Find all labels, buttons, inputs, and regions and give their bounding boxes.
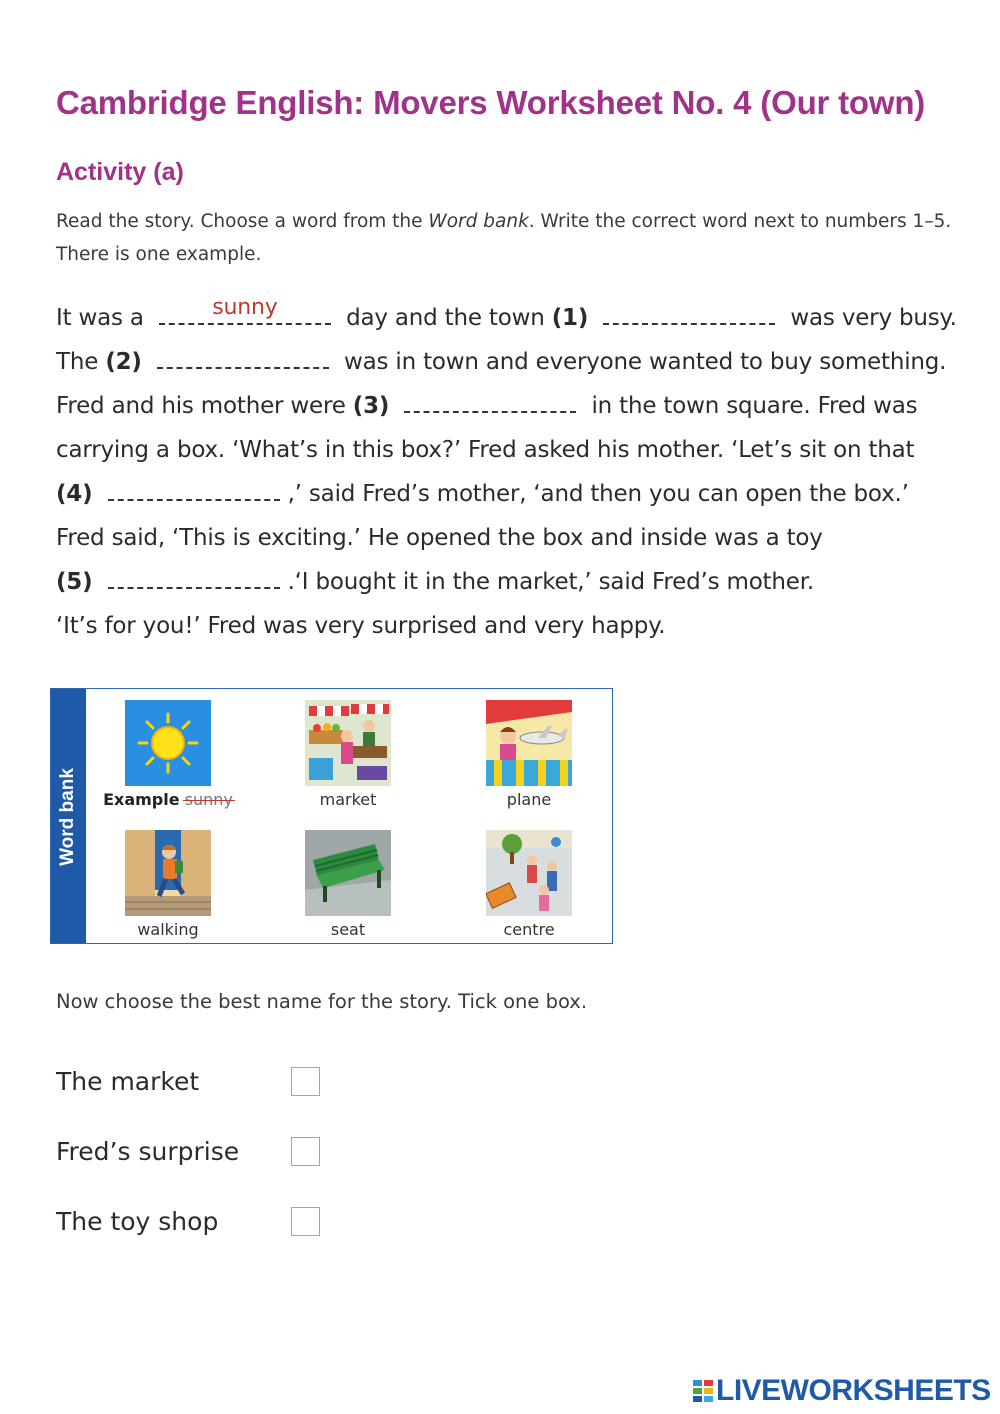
- answer-gap-1[interactable]: [603, 303, 775, 325]
- story-line-7: [56, 560, 956, 604]
- option-label-1: The market: [56, 1067, 200, 1096]
- story-text-segment: ‘It’s for you!’ Fred was very surprised and very happy.: [56, 613, 666, 639]
- story-text-segment: Fred and his mother were: [56, 393, 346, 419]
- answer-gap-3[interactable]: [404, 391, 576, 413]
- tick-box-2[interactable]: [291, 1137, 320, 1166]
- answer-gap-5[interactable]: [108, 567, 280, 589]
- story-text-segment: was in town and everyone wanted to buy something.: [344, 349, 947, 375]
- story-text-segment: was very busy.: [790, 305, 957, 331]
- word-bank-word: market: [319, 790, 377, 809]
- instructions-part2: . Write the correct word next to numbers 1–5.: [528, 211, 952, 232]
- word-bank-item-plane: [454, 700, 604, 809]
- word-bank-item-centre: [454, 830, 604, 939]
- activity-heading: Activity (a): [56, 158, 184, 186]
- example-gap: [159, 295, 331, 325]
- story-text-segment: It was a: [56, 305, 144, 331]
- word-bank-item-market: [273, 700, 423, 809]
- tick-box-1[interactable]: [291, 1067, 320, 1096]
- sun-picture: [125, 700, 211, 786]
- story-text-segment: day and the town: [346, 305, 545, 331]
- plane-picture: [486, 700, 572, 786]
- town-centre-picture: [486, 830, 572, 916]
- story-line-3: [56, 384, 956, 428]
- story-text-segment: ,’ said Fred’s mother, ‘and then you can open the box.’: [287, 481, 909, 507]
- answer-gap-4[interactable]: [108, 479, 280, 501]
- liveworksheets-logo-icon: [692, 1379, 714, 1403]
- word-bank-word: centre: [503, 920, 555, 939]
- example-label: Example: [103, 790, 180, 809]
- example-answer: sunny: [212, 295, 278, 320]
- word-bank-band: [51, 689, 86, 943]
- word-bank-word: plane: [506, 790, 552, 809]
- gap-number-3: (3): [352, 393, 390, 419]
- word-bank-label: Word bank: [57, 768, 78, 866]
- story-line-5: [56, 472, 956, 516]
- answer-gap-2[interactable]: [157, 347, 329, 369]
- word-bank-item-seat: [273, 830, 423, 939]
- word-bank-word: walking: [137, 920, 199, 939]
- liveworksheets-logo: [692, 1374, 991, 1408]
- tick-box-3[interactable]: [291, 1207, 320, 1236]
- instructions-part1: Read the story. Choose a word from the: [56, 211, 429, 232]
- option-label-3: The toy shop: [56, 1207, 219, 1236]
- story-line-2: [56, 340, 956, 384]
- walking-picture: [125, 830, 211, 916]
- word-bank: [50, 688, 613, 944]
- gap-number-1: (1): [551, 305, 589, 331]
- story-text: [56, 296, 956, 648]
- example-word: sunny: [184, 790, 233, 809]
- story-line-6: [56, 516, 956, 560]
- story-line-8: [56, 604, 956, 648]
- option-label-2: Fred’s surprise: [56, 1137, 240, 1166]
- instructions-word-bank-ref: Word bank: [428, 211, 529, 232]
- market-picture: [305, 700, 391, 786]
- word-bank-example: [93, 700, 243, 809]
- instructions-line2: There is one example.: [56, 244, 262, 265]
- gap-number-2: (2): [105, 349, 142, 375]
- instructions: [56, 205, 956, 271]
- page-title: Cambridge English: Movers Worksheet No. 4 (Our town): [56, 84, 926, 121]
- story-text-segment: Fred said, ‘This is exciting.’ He opened the box and inside was a toy: [56, 525, 823, 551]
- question-prompt: Now choose the best name for the story. Tick one box.: [56, 990, 588, 1013]
- story-text-segment: in the town square. Fred was: [591, 393, 918, 419]
- story-line-1: [56, 296, 956, 340]
- story-text-segment: carrying a box. ‘What’s in this box?’ Fred asked his mother. ‘Let’s sit on that: [56, 437, 915, 463]
- gap-number-5: (5): [56, 569, 93, 595]
- logo-text: LIVEWORKSHEETS: [716, 1374, 991, 1407]
- gap-number-4: (4): [56, 481, 93, 507]
- word-bank-word: seat: [330, 920, 366, 939]
- story-text-segment: The: [56, 349, 99, 375]
- word-bank-item-walking: [93, 830, 243, 939]
- story-line-4: [56, 428, 956, 472]
- seat-picture: [305, 830, 391, 916]
- story-text-segment: .‘I bought it in the market,’ said Fred’s mother.: [287, 569, 814, 595]
